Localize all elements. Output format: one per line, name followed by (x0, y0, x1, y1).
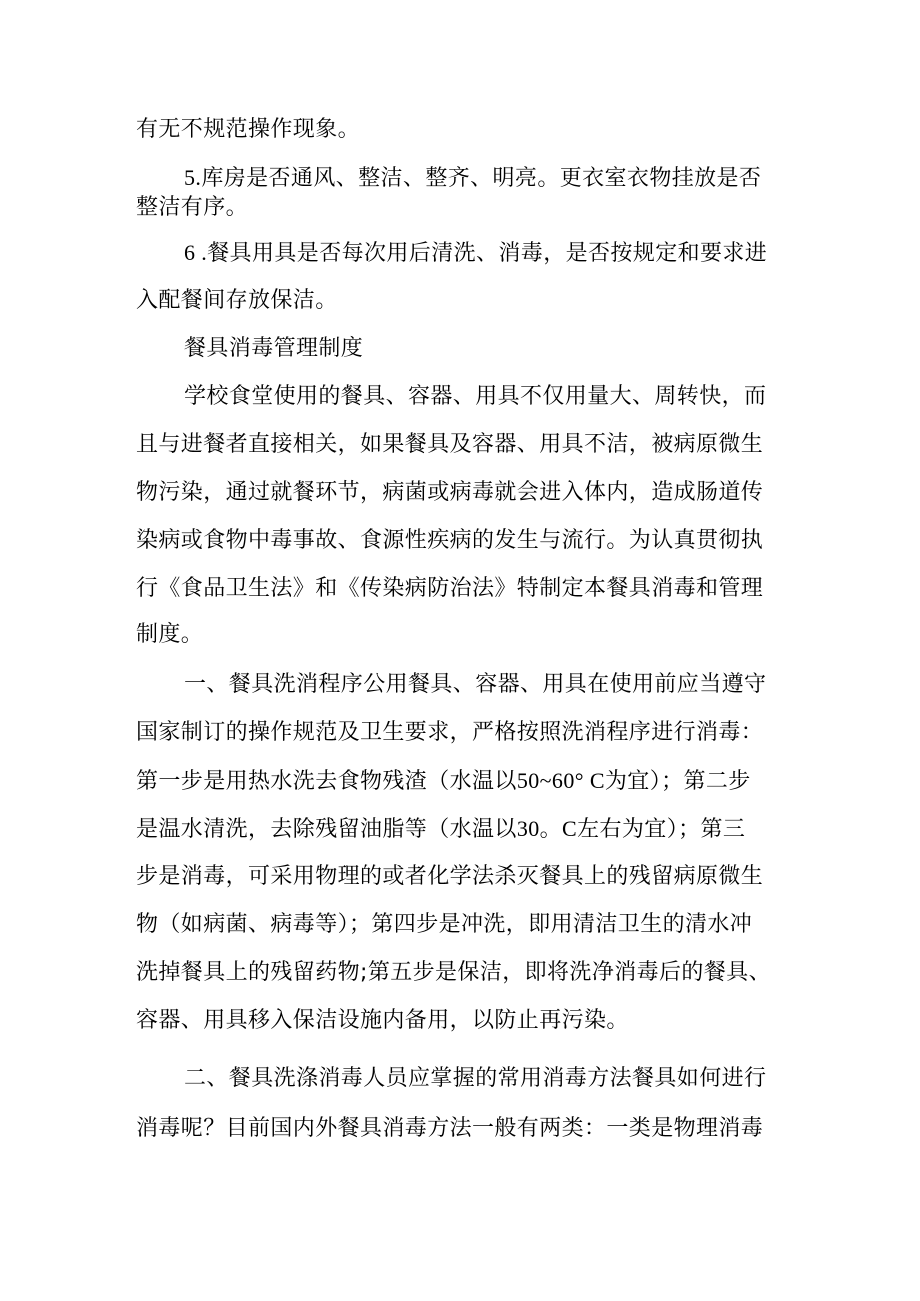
part-one-line-7: 洗掉餐具上的残留药物;第五步是保洁，即将洗净消毒后的餐具、 (136, 960, 772, 985)
list-item-4-continuation: 有无不规范操作现象。 (136, 117, 361, 142)
part-one-line-6: 物（如病菌、病毒等）；第四步是冲洗，即用清洁卫生的清水冲 (136, 912, 753, 937)
part-one-line-3-text-a: 第一步是用热水洗去食物残渣（水温以 (136, 769, 517, 794)
list-item-6-line-2: 入配餐间存放保洁。 (136, 288, 338, 313)
part-two-line-1: 二、餐具洗涤消毒人员应掌握的常用消毒方法餐具如何进行 (184, 1066, 767, 1091)
intro-line-3: 物污染，通过就餐环节，病菌或病毒就会进入体内，造成肠道传 (136, 480, 764, 505)
part-one-line-4-text-b: 左右为宜）；第三 (577, 817, 746, 842)
part-one-water-temp-hot: 50~60° C (516, 768, 605, 793)
intro-line-5: 行《食品卫生法》和《传染病防治法》特制定本餐具消毒和管理 (136, 576, 764, 601)
list-item-5-number: 5. (184, 165, 202, 190)
part-one-line-5: 步是消毒，可采用物理的或者化学法杀灭餐具上的残留病原微生 (136, 864, 764, 889)
intro-line-1: 学校食堂使用的餐具、容器、用具不仅用量大、周转快，而 (184, 384, 767, 409)
part-one-line-3-text-b: 为宜）；第二步 (604, 769, 751, 794)
list-item-5-text: 库房是否通风、整洁、整齐、明亮。更衣室衣物挂放是否 (201, 166, 762, 191)
list-item-5-line-2: 整洁有序。 (136, 195, 249, 220)
part-one-line-2: 国家制订的操作规范及卫生要求，严格按照洗消程序进行消毒： (136, 720, 764, 745)
list-item-6-number: 6 . (184, 240, 208, 265)
part-one-line-3 (136, 766, 751, 797)
part-one-line-1: 一、餐具洗消程序公用餐具、容器、用具在使用前应当遵守 (184, 672, 767, 697)
part-one-water-temp-warm: 30。C (516, 816, 578, 841)
part-two-line-2: 消毒呢？目前国内外餐具消毒方法一般有两类：一类是物理消毒 (136, 1116, 764, 1141)
intro-line-2: 且与进餐者直接相关，如果餐具及容器、用具不洁，被病原微生 (136, 432, 764, 457)
list-item-6-line-1 (184, 238, 767, 269)
part-one-line-8: 容器、用具移入保洁设施内备用，以防止再污染。 (136, 1008, 629, 1033)
intro-line-4: 染病或食物中毒事故、食源性疾病的发生与流行。为认真贯彻执 (136, 528, 764, 553)
list-item-5-line-1 (184, 163, 761, 194)
part-one-line-4 (136, 814, 745, 845)
part-one-line-4-text-a: 是温水清洗，去除残留油脂等（水温以 (136, 817, 517, 842)
section-title: 餐具消毒管理制度 (184, 336, 364, 361)
list-item-6-text: 餐具用具是否每次用后清洗、消毒，是否按规定和要求进 (207, 241, 768, 266)
intro-line-6: 制度。 (136, 622, 204, 647)
